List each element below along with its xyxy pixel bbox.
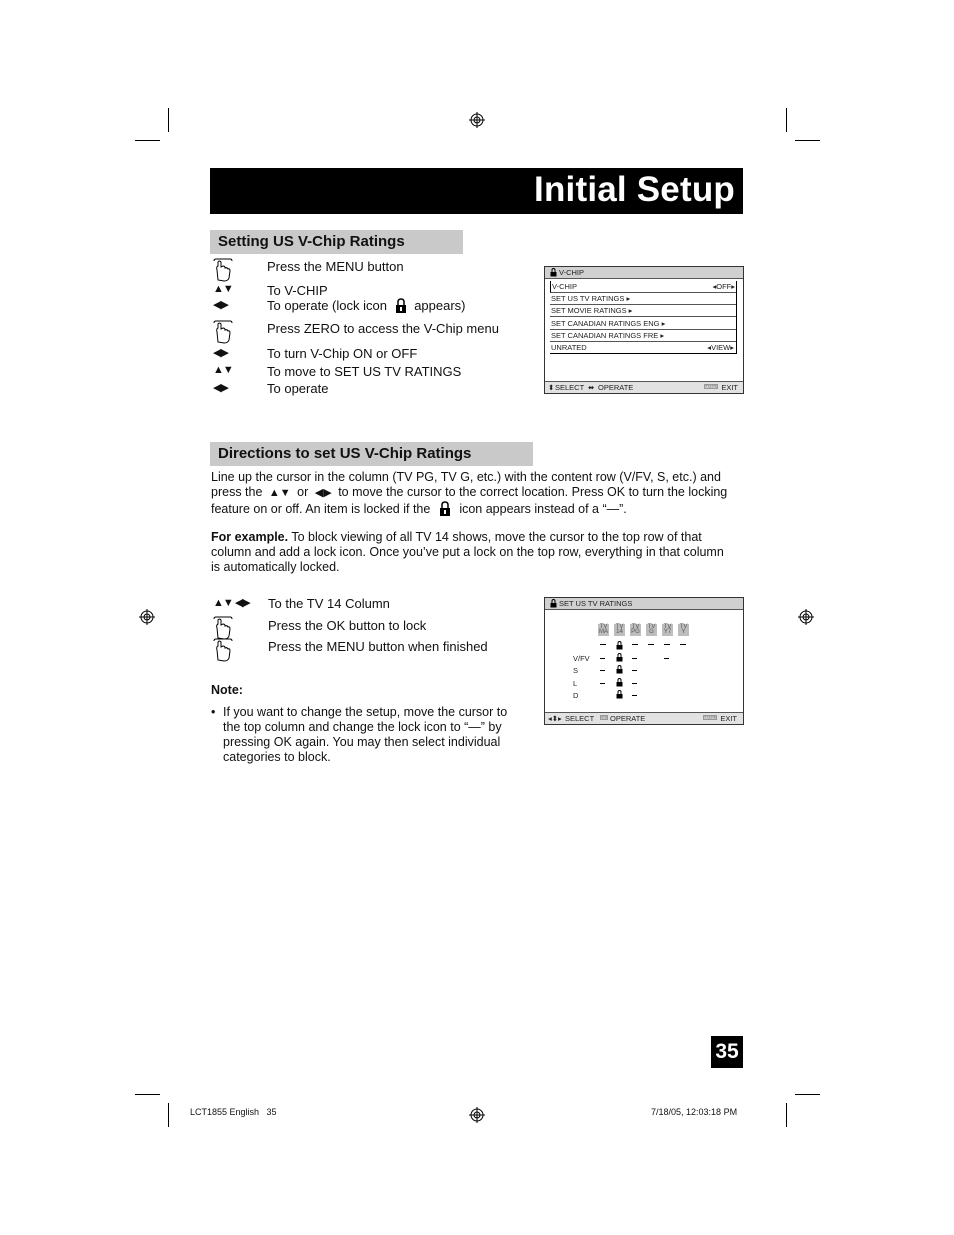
footer-exit: EXIT xyxy=(721,383,738,392)
lock-icon xyxy=(550,599,557,608)
screen-header-text: V-CHIP xyxy=(559,268,585,277)
up-down-icon: ⬍ xyxy=(548,383,555,392)
lock-icon xyxy=(550,268,557,277)
unlocked-dash[interactable] xyxy=(600,644,606,645)
page-number: 35 xyxy=(711,1036,743,1068)
rating-col-top: TV xyxy=(663,624,672,630)
four-way-arrows-icon: ◂⬍▸ xyxy=(548,714,562,723)
step-text: To move to SET US TV RATINGS xyxy=(267,364,462,379)
section-heading xyxy=(210,442,533,466)
footer-right: 7/18/05, 12:03:18 PM xyxy=(651,1107,738,1117)
unlocked-dash[interactable] xyxy=(632,658,637,659)
rating-col-top: TV xyxy=(599,624,608,630)
rating-col-top: TV xyxy=(615,624,624,630)
hand-press-icon xyxy=(212,258,234,282)
left-right-arrows-icon: ◀▶ xyxy=(314,487,332,499)
footer-exit: EXIT xyxy=(720,714,737,723)
menu-row-set-movie-ratings[interactable] xyxy=(550,305,736,317)
paragraph-line xyxy=(211,485,736,501)
rating-column-header[interactable] xyxy=(662,624,673,636)
menu-row-label-text: SET MOVIE RATINGS xyxy=(551,306,627,315)
menu-row-set-canadian-eng[interactable] xyxy=(550,318,736,330)
up-down-arrows-icon: ▲▼ xyxy=(213,283,233,295)
crop-mark xyxy=(786,108,787,132)
up-down-arrows-icon: ▲▼ xyxy=(213,364,233,376)
menu-row-value-text: OFF xyxy=(716,282,732,291)
rating-col-top: TV xyxy=(679,624,688,630)
menu-row-label: SET CANADIAN RATINGS ENG ▸ xyxy=(551,319,666,328)
paragraph-fragment: icon appears instead of a “—”. xyxy=(459,502,627,516)
unlocked-dash[interactable] xyxy=(664,644,670,645)
content-row-label: L xyxy=(573,679,578,688)
rating-col-bottom: MA xyxy=(599,629,608,635)
step-text: To V-CHIP xyxy=(267,283,328,298)
menu-row-set-canadian-fre[interactable] xyxy=(550,330,736,342)
registration-mark-icon xyxy=(798,609,814,625)
rating-column-header[interactable] xyxy=(646,624,657,636)
ratings-screen xyxy=(544,597,744,725)
lock-icon xyxy=(395,298,407,314)
lock-icon[interactable] xyxy=(616,641,623,650)
unlocked-dash[interactable] xyxy=(680,644,686,645)
unlocked-dash[interactable] xyxy=(632,670,637,671)
left-right-arrows-icon: ◀▶ xyxy=(213,347,228,359)
menu-row-label: V-CHIP xyxy=(552,282,578,291)
menu-row-label: SET US TV RATINGS ▸ xyxy=(551,294,631,303)
unlocked-dash[interactable] xyxy=(600,658,605,659)
crop-mark xyxy=(786,1103,787,1127)
lock-icon[interactable] xyxy=(616,653,623,662)
rating-col-bottom: Y xyxy=(681,629,686,635)
vchip-menu-screen xyxy=(544,266,744,394)
crop-mark xyxy=(795,140,820,141)
unlocked-dash[interactable] xyxy=(632,644,638,645)
menu-key-icon: MENU xyxy=(704,715,716,720)
step-text: Press ZERO to access the V-Chip menu xyxy=(267,321,499,336)
lock-icon[interactable] xyxy=(616,678,623,687)
example-paragraph xyxy=(211,530,736,575)
step-text: To the TV 14 Column xyxy=(268,596,390,611)
left-right-icon: ⬌ xyxy=(588,383,595,392)
paragraph-fragment: to move the cursor to the correct location. Press OK to turn the locking xyxy=(338,485,728,499)
paragraph-line xyxy=(211,501,736,517)
step-text-part: appears) xyxy=(414,298,466,313)
paragraph-fragment: feature on or off. An item is locked if the xyxy=(211,502,431,516)
footer-operate: OPERATE xyxy=(598,383,634,392)
unlocked-dash[interactable] xyxy=(664,658,669,659)
screen-footer xyxy=(545,712,743,724)
footer-select: SELECT xyxy=(555,383,585,392)
lock-icon[interactable] xyxy=(616,665,623,674)
section-heading-text: Setting US V-Chip Ratings xyxy=(218,233,405,250)
menu-row-label-text: SET CANADIAN RATINGS ENG xyxy=(551,319,660,328)
unlocked-dash[interactable] xyxy=(600,683,605,684)
step-text xyxy=(267,298,466,314)
menu-row-label: UNRATED xyxy=(551,343,587,352)
lock-icon xyxy=(439,501,451,517)
crop-mark xyxy=(135,140,160,141)
screen-header xyxy=(545,267,743,279)
step-text: Press the MENU button xyxy=(267,259,404,274)
rating-column-header[interactable] xyxy=(630,624,641,636)
note-line: If you want to change the setup, move the cursor to xyxy=(223,705,508,719)
unlocked-dash[interactable] xyxy=(632,683,637,684)
up-down-arrows-icon: ▲▼ xyxy=(268,487,291,499)
hand-press-icon xyxy=(212,638,234,662)
menu-row-set-us-tv-ratings[interactable] xyxy=(550,293,736,305)
screen-header xyxy=(545,598,743,610)
crop-mark xyxy=(135,1094,160,1095)
menu-row-value-text: VIEW xyxy=(711,343,731,352)
menu-row-label: SET CANADIAN RATINGS FRE ▸ xyxy=(551,331,665,340)
menu-row-label-text: SET US TV RATINGS xyxy=(551,294,625,303)
content-row-label: S xyxy=(573,666,579,675)
paragraph-line: is automatically locked. xyxy=(211,560,340,574)
menu-key-icon: MENU xyxy=(705,384,717,389)
rating-col-bottom: 14 xyxy=(616,629,623,635)
example-label: For example. xyxy=(211,530,289,544)
page-title-bar xyxy=(210,168,743,214)
section-heading-text: Directions to set US V-Chip Ratings xyxy=(218,445,472,462)
step-text-part: To operate (lock icon xyxy=(267,298,387,313)
step-text: To turn V-Chip ON or OFF xyxy=(267,346,418,361)
note-bullet: • xyxy=(211,705,216,719)
paragraph xyxy=(211,470,736,517)
content-row-label: D xyxy=(573,691,579,700)
rating-col-bottom: PG xyxy=(631,629,640,635)
step-text: Press the MENU button when finished xyxy=(268,639,488,654)
lock-icon[interactable] xyxy=(616,690,623,699)
paragraph-fragment: To block viewing of all TV 14 shows, move the cursor to the top row of that xyxy=(291,530,702,544)
menu-row-unrated[interactable] xyxy=(550,342,736,354)
paragraph-fragment: or xyxy=(297,485,309,499)
arrows-icon: ▲▼ ◀▶ xyxy=(213,597,250,609)
left-right-arrows-icon: ◀▶ xyxy=(213,382,228,394)
rating-column-header[interactable] xyxy=(678,624,689,636)
paragraph-fragment: press the xyxy=(211,485,263,499)
registration-mark-icon xyxy=(139,609,155,625)
footer-select: SELECT xyxy=(565,714,595,723)
registration-mark-icon xyxy=(469,1107,485,1123)
rating-column-header[interactable] xyxy=(598,624,609,636)
unlocked-dash[interactable] xyxy=(600,670,605,671)
paragraph-line xyxy=(211,530,736,545)
note-label: Note: xyxy=(211,683,243,697)
rating-col-top: TV xyxy=(631,624,640,630)
content-row-label: V/FV xyxy=(573,654,590,663)
footer-operate: OPERATE xyxy=(610,714,646,723)
menu-row-value: ◂VIEW▸ xyxy=(707,343,734,352)
screen-header-text: SET US TV RATINGS xyxy=(559,599,633,608)
rating-col-bottom: Y7 xyxy=(663,629,672,635)
menu-row-label: SET MOVIE RATINGS ▸ xyxy=(551,306,633,315)
paragraph-line: column and add a lock icon. Once you’ve put a lock on the top row, everything in that column xyxy=(211,545,724,559)
note-line: the top column and change the lock icon to “—” by xyxy=(223,720,502,734)
note-text xyxy=(223,705,518,765)
note-line: categories to block. xyxy=(223,750,331,764)
registration-mark-icon xyxy=(469,112,485,128)
footer-left: LCT1855 English 35 xyxy=(190,1107,277,1117)
page-title: Initial Setup xyxy=(534,170,735,209)
hand-press-icon xyxy=(212,616,234,640)
section-heading xyxy=(210,230,463,254)
left-right-arrows-icon: ◀▶ xyxy=(213,299,228,311)
menu-row-value: ◂OFF▸ xyxy=(712,282,735,291)
menu-row-label-text: SET CANADIAN RATINGS FRE xyxy=(551,331,659,340)
hand-press-icon xyxy=(212,320,234,344)
rating-column-header[interactable] xyxy=(614,624,625,636)
paragraph-line: Line up the cursor in the column (TV PG, TV G, etc.) with the content row (V/FV, S, etc.) and xyxy=(211,470,721,484)
ok-key-icon: OK xyxy=(601,715,607,720)
step-text: Press the OK button to lock xyxy=(268,618,427,633)
rating-col-bottom: G xyxy=(649,629,654,635)
crop-mark xyxy=(168,108,169,132)
crop-mark xyxy=(168,1103,169,1127)
crop-mark xyxy=(795,1094,820,1095)
screen-footer xyxy=(545,381,743,393)
note-line: pressing OK again. You may then select individual xyxy=(223,735,501,749)
menu-row-vchip[interactable] xyxy=(550,281,737,293)
unlocked-dash[interactable] xyxy=(632,695,637,696)
step-text: To operate xyxy=(267,381,329,396)
rating-col-top: TV xyxy=(647,624,656,630)
unlocked-dash[interactable] xyxy=(648,644,654,645)
menu-scrollbar[interactable] xyxy=(736,281,737,354)
